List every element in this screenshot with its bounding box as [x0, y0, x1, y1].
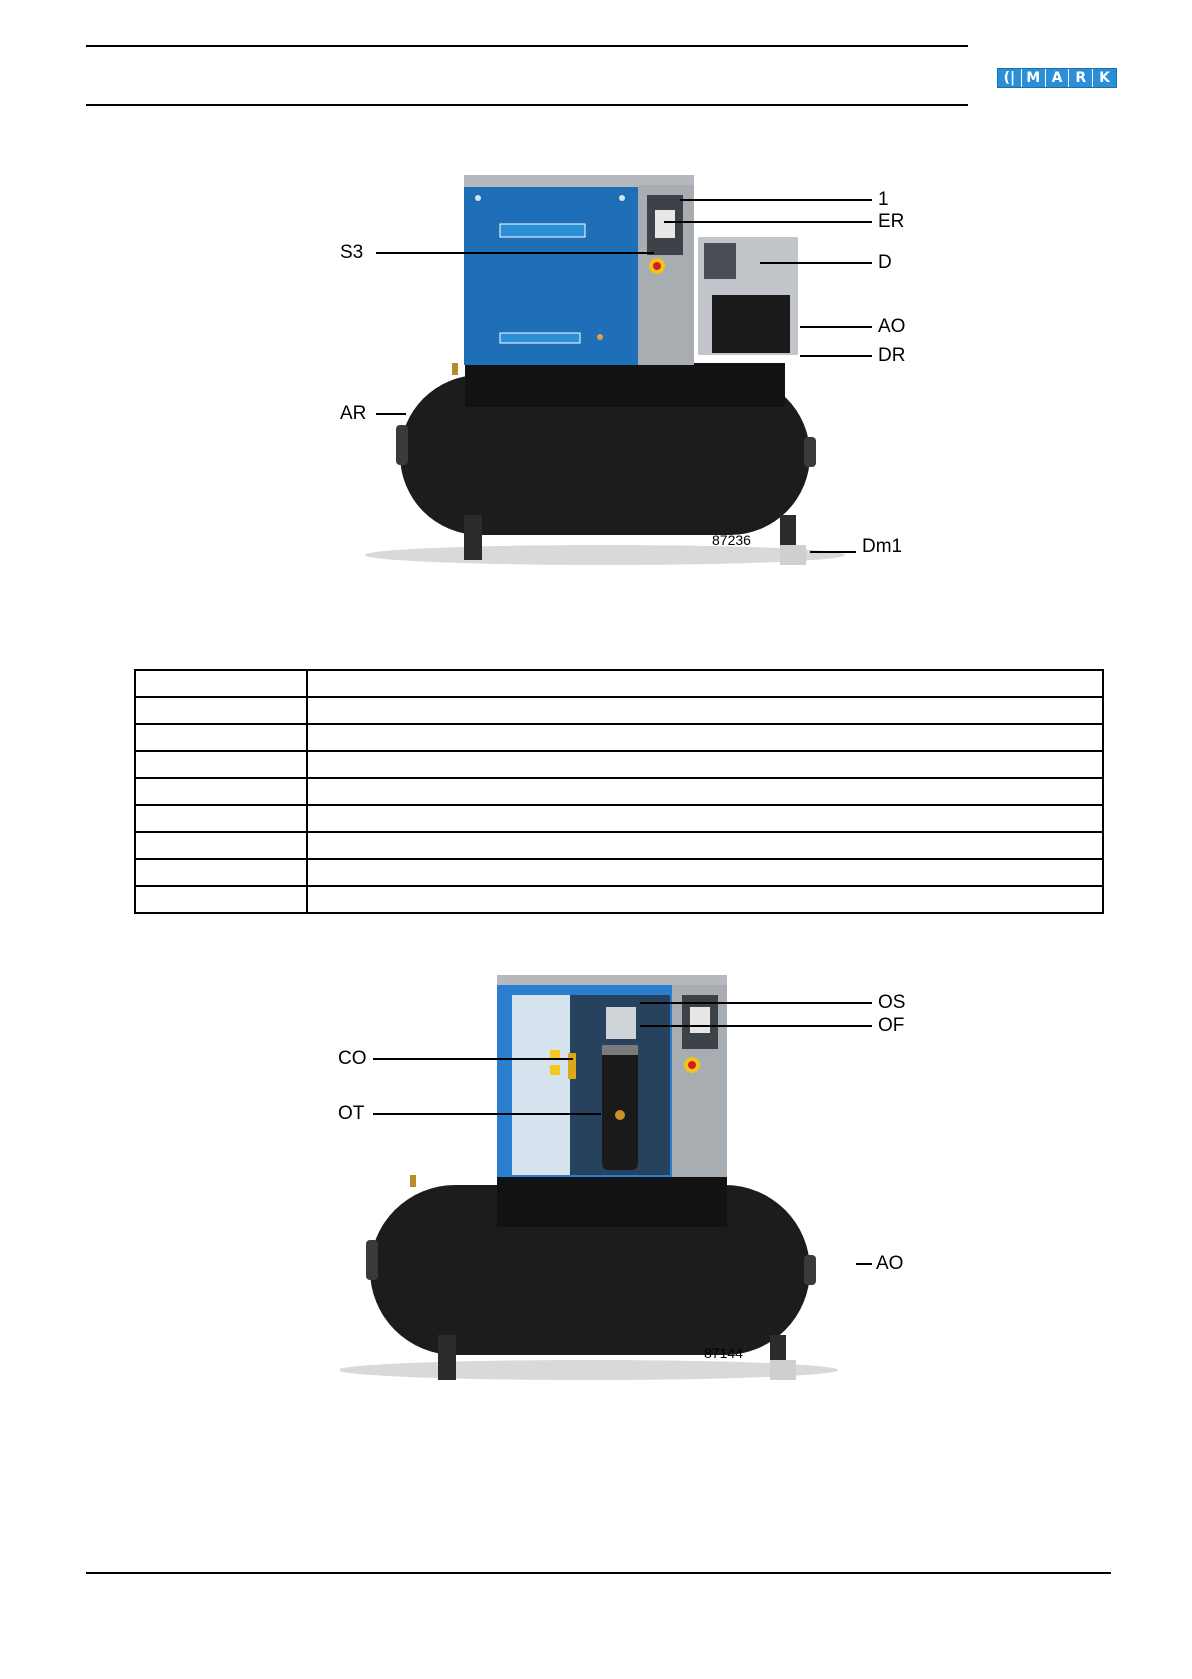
leader-line-1 [680, 199, 872, 201]
footer-rule [86, 1572, 1111, 1574]
callout-dm1: Dm1 [862, 536, 903, 557]
logo-letter: K [1099, 70, 1111, 86]
callout-ao: AO [878, 316, 906, 337]
table-cell [135, 859, 307, 886]
table-row [135, 697, 1103, 724]
leader-line-er [664, 221, 872, 223]
leader-line-co [373, 1058, 573, 1060]
table-cell [135, 670, 307, 697]
table-cell [135, 778, 307, 805]
table-row [135, 859, 1103, 886]
figure-code: 87236 [712, 532, 751, 548]
table-row [135, 724, 1103, 751]
callout-d: D [878, 252, 892, 273]
leader-line-s3 [376, 252, 654, 254]
table-cell [307, 724, 1103, 751]
callout-ot: OT [338, 1103, 365, 1124]
table-row [135, 778, 1103, 805]
table-row [135, 832, 1103, 859]
callout-ar: AR [340, 403, 367, 424]
logo-letter: M [1022, 69, 1046, 87]
table-row [135, 670, 1103, 697]
leader-line-os [640, 1002, 872, 1004]
table-cell [307, 886, 1103, 913]
leader-line-of [640, 1025, 872, 1027]
legend-table [134, 669, 1104, 914]
logo-letter: R [1069, 69, 1093, 87]
table-cell [135, 832, 307, 859]
callout-dr: DR [878, 345, 906, 366]
table-row [135, 805, 1103, 832]
table-cell [135, 805, 307, 832]
leader-line-ao [800, 326, 872, 328]
callout-er: ER [878, 211, 905, 232]
table-cell [307, 832, 1103, 859]
table-cell [307, 778, 1103, 805]
table-cell [307, 859, 1103, 886]
table-cell [135, 697, 307, 724]
table-cell [307, 751, 1103, 778]
callout-of: OF [878, 1015, 905, 1036]
table-cell [135, 724, 307, 751]
table-cell [307, 697, 1103, 724]
header-rule-bottom [86, 104, 968, 106]
logo-letter: A [1046, 69, 1070, 87]
compressor-figure-1 [360, 165, 880, 575]
table-cell [135, 886, 307, 913]
leader-line-ot [373, 1113, 601, 1115]
table-row [135, 751, 1103, 778]
callout-co: CO [338, 1048, 367, 1069]
figure-code: 87144 [704, 1345, 743, 1361]
mark-logo [997, 68, 1117, 88]
leader-line-ao-2 [856, 1263, 872, 1265]
callout-ao-2: AO [876, 1253, 904, 1274]
table-cell [135, 751, 307, 778]
logo-letter: (| [998, 69, 1022, 87]
compressor-figure-2 [340, 965, 880, 1385]
table-cell [307, 670, 1103, 697]
callout-s3: S3 [340, 242, 364, 263]
table-row [135, 886, 1103, 913]
callout-1: 1 [878, 189, 889, 210]
leader-line-d [760, 262, 872, 264]
leader-line-dr [800, 355, 872, 357]
header-rule-top [86, 45, 968, 47]
callout-os: OS [878, 992, 906, 1013]
leader-line-ar [376, 413, 406, 415]
leader-line-dm1 [810, 551, 856, 553]
table-cell [307, 805, 1103, 832]
